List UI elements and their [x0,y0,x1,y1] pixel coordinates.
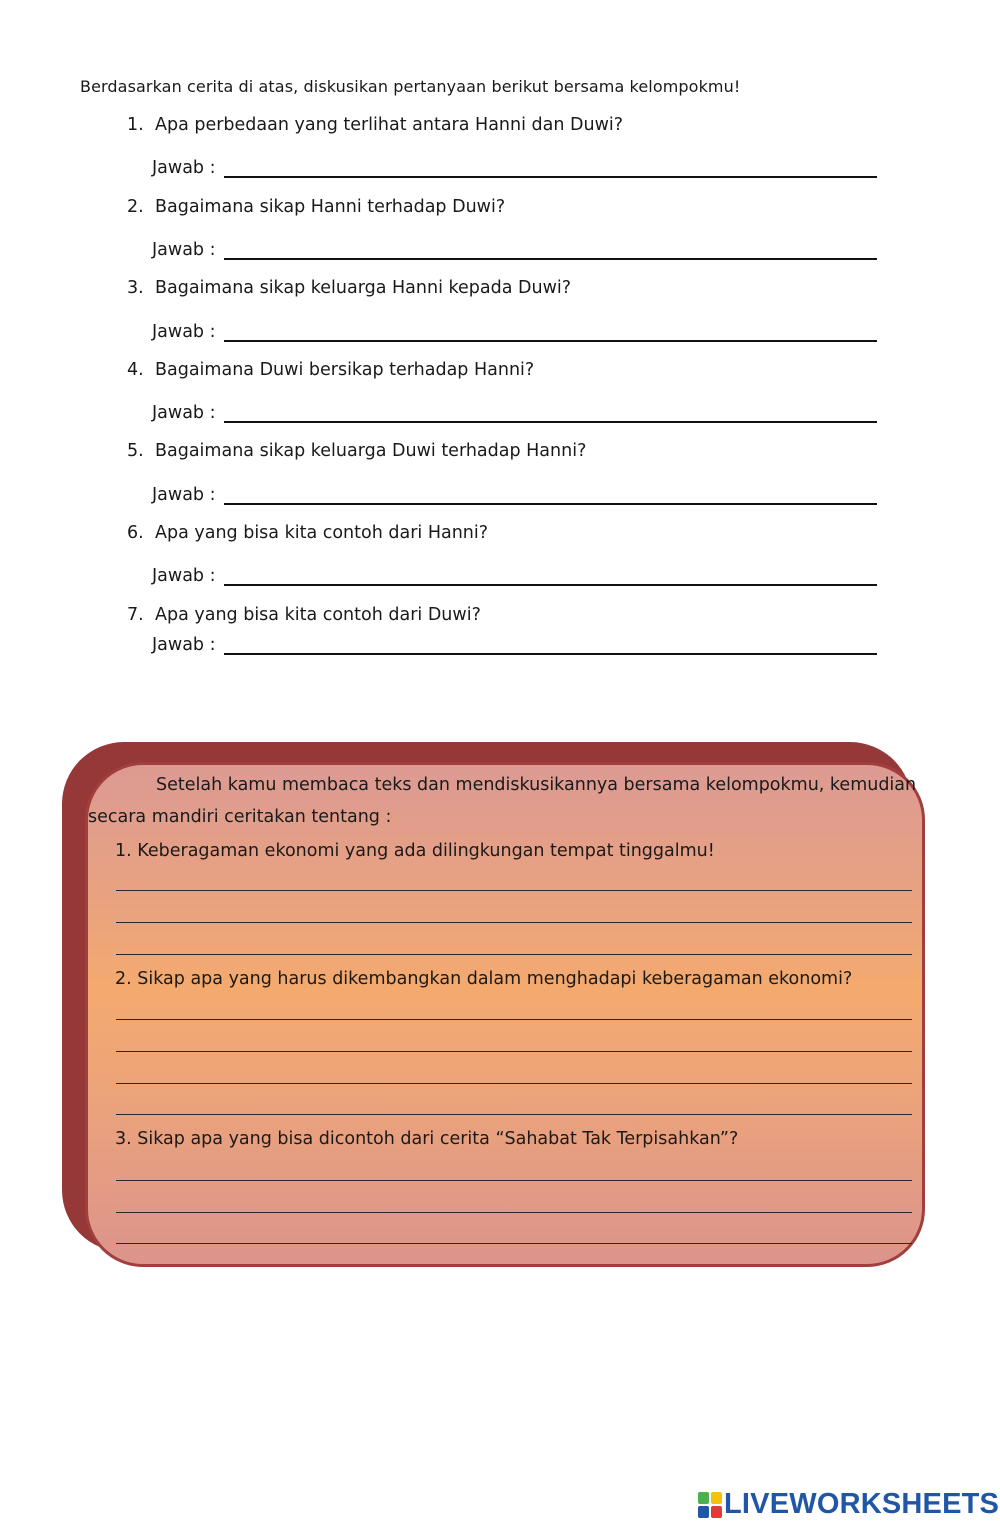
task-1-answer-line[interactable] [116,890,912,891]
liveworksheets-logo-icon [698,1492,722,1518]
intro-instruction: Berdasarkan cerita di atas, diskusikan pertanyaan berikut bersama kelompokmu! [80,77,741,96]
answer-input-2[interactable] [224,240,878,260]
jawab-label: Jawab : [152,158,216,178]
task-2-answer-line[interactable] [116,1114,912,1115]
question-3: 3. Bagaimana sikap keluarga Hanni kepada Duwi? [127,278,572,298]
question-5: 5. Bagaimana sikap keluarga Duwi terhadap Hanni? [127,441,587,461]
answer-row-7 [152,629,877,655]
logo-square-yellow [711,1492,722,1504]
jawab-label: Jawab : [152,635,216,655]
answer-input-4[interactable] [224,403,878,423]
answer-row-5 [152,479,877,505]
brand-name: LIVEWORKSHEETS [724,1488,1000,1520]
question-7: 7. Apa yang bisa kita contoh dari Duwi? [127,605,481,625]
task-2-answer-line[interactable] [116,1051,912,1052]
question-2: 2. Bagaimana sikap Hanni terhadap Duwi? [127,197,506,217]
answer-input-7[interactable] [224,635,878,655]
answer-input-3[interactable] [224,322,878,342]
question-1: 1. Apa perbedaan yang terlihat antara Hanni dan Duwi? [127,115,624,135]
logo-square-red [711,1506,722,1518]
task-2-answer-line[interactable] [116,1083,912,1084]
answer-row-1 [152,152,877,178]
jawab-label: Jawab : [152,403,216,423]
task-3-answer-line[interactable] [116,1243,912,1244]
task-box-intro-line2: secara mandiri ceritakan tentang : [88,807,392,827]
task-box [85,762,925,1267]
task-1-answer-line[interactable] [116,922,912,923]
question-4: 4. Bagaimana Duwi bersikap terhadap Hanni? [127,360,535,380]
task-3: 3. Sikap apa yang bisa dicontoh dari cerita “Sahabat Tak Terpisahkan”? [115,1129,739,1149]
jawab-label: Jawab : [152,322,216,342]
jawab-label: Jawab : [152,240,216,260]
answer-row-3 [152,316,877,342]
task-3-answer-line[interactable] [116,1180,912,1181]
task-2: 2. Sikap apa yang harus dikembangkan dalam menghadapi keberagaman ekonomi? [115,969,853,989]
answer-input-6[interactable] [224,566,878,586]
logo-square-green [698,1492,709,1504]
answer-input-1[interactable] [224,158,878,178]
task-3-answer-line[interactable] [116,1212,912,1213]
task-box-intro-line1: Setelah kamu membaca teks dan mendiskusikannya bersama kelompokmu, kemudian [156,775,917,795]
question-6: 6. Apa yang bisa kita contoh dari Hanni? [127,523,489,543]
answer-row-4 [152,397,877,423]
logo-square-blue [698,1506,709,1518]
liveworksheets-brand [698,1488,999,1521]
answer-row-6 [152,560,877,586]
task-1-answer-line[interactable] [116,954,912,955]
task-1: 1. Keberagaman ekonomi yang ada dilingkungan tempat tinggalmu! [115,841,715,861]
jawab-label: Jawab : [152,566,216,586]
jawab-label: Jawab : [152,485,216,505]
answer-input-5[interactable] [224,485,878,505]
answer-row-2 [152,234,877,260]
task-2-answer-line[interactable] [116,1019,912,1020]
